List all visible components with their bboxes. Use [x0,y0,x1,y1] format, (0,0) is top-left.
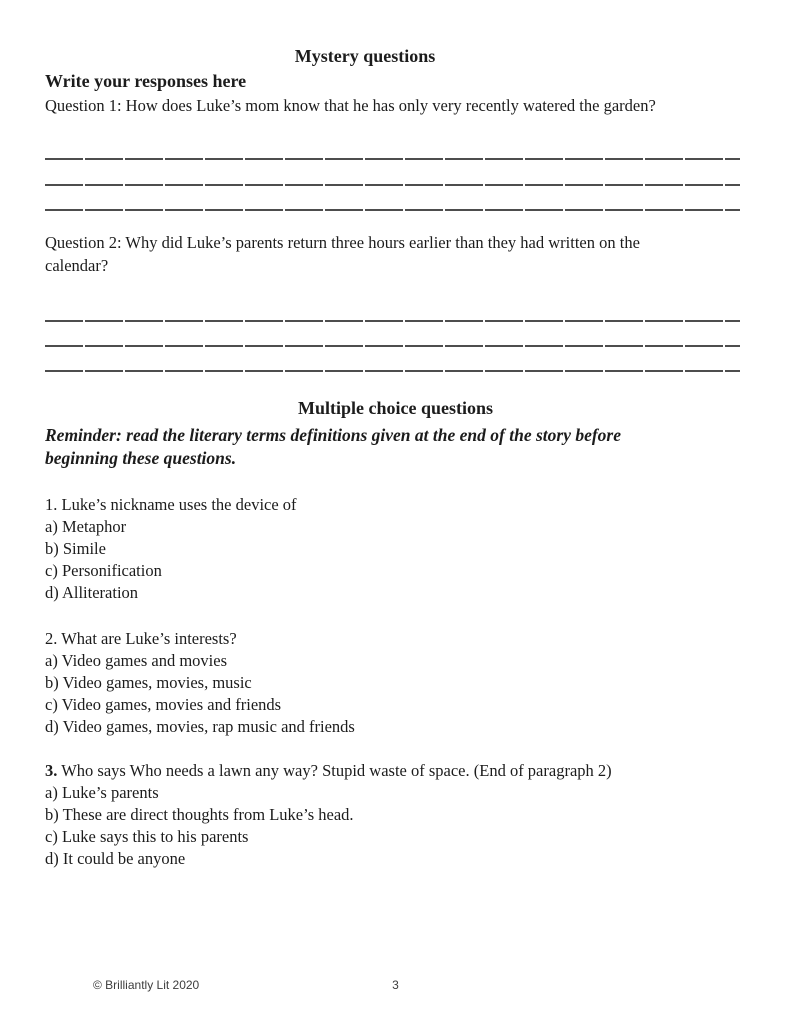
question-2-line-1: Question 2: Why did Luke’s parents return three hours earlier than they had written on the [45,233,640,252]
mc-question-3-option-b: b) These are direct thoughts from Luke’s head. [45,805,354,824]
mc-question-2 [45,628,755,738]
mc-question-3-option-a: a) Luke’s parents [45,783,159,802]
answer-line [45,320,740,322]
mc-question-1-option-a: a) Metaphor [45,517,127,536]
reminder-line-1: Reminder: read the literary terms definitions given at the end of the story before [45,425,622,445]
mc-question-1-number: 1. [45,495,58,514]
write-responses-heading: Write your responses here [45,71,247,91]
answer-line [45,209,740,211]
mc-question-1-text: Luke’s nickname uses the device of [61,495,297,514]
mc-question-2-option-d: d) Video games, movies, rap music and friends [45,717,355,736]
mc-question-3-number: 3. [45,761,58,780]
mc-question-3-text: Who says Who needs a lawn any way? Stupid waste of space. (End of paragraph 2) [61,761,612,780]
answer-line [45,345,740,347]
reminder-line-2: beginning these questions. [45,448,237,468]
answer-line [45,184,740,186]
mc-question-3-option-d: d) It could be anyone [45,849,186,868]
mc-question-2-stem [45,628,755,650]
mc-question-1 [45,494,755,604]
question-1-text: Question 1: How does Luke’s mom know that he has only very recently watered the garden? [45,96,656,115]
question-2-line-2: calendar? [45,255,109,275]
mc-question-3-option-c: c) Luke says this to his parents [45,827,249,846]
reminder-note [45,424,745,470]
mc-question-1-option-b: b) Simile [45,539,106,558]
mc-question-1-option-d: d) Alliteration [45,583,139,602]
mc-question-2-option-a: a) Video games and movies [45,651,227,670]
answer-line [45,158,740,160]
footer-page-number: 3 [392,978,399,992]
mc-question-2-text: What are Luke’s interests? [61,629,237,648]
mc-question-2-option-c: c) Video games, movies and friends [45,695,282,714]
mystery-questions-title: Mystery questions [294,46,436,66]
mc-question-1-option-c: c) Personification [45,561,162,580]
footer-copyright: © Brilliantly Lit 2020 [93,978,200,992]
mc-question-3-stem [45,760,755,782]
mc-question-3 [45,760,755,870]
mc-question-2-number: 2. [45,629,58,648]
question-2-text [45,232,755,277]
answer-line [45,370,740,372]
multiple-choice-title: Multiple choice questions [297,398,493,418]
mc-question-2-option-b: b) Video games, movies, music [45,673,252,692]
mc-question-1-stem [45,494,755,516]
